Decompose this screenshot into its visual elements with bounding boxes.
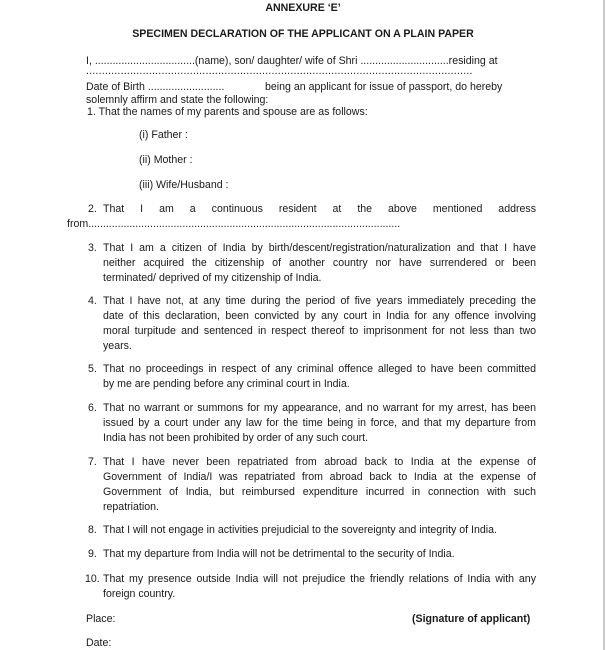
item-4-line: years. [103, 340, 132, 352]
item-6-line: India has not been prohibited by order of any such court. [103, 432, 369, 444]
item-3-line: neither acquired the citizenship of another country nor have surrendered or been [103, 257, 536, 269]
item-4-line: That I have not, at any time during the period of five years immediately preceding the [103, 295, 536, 307]
item-10-line: That my presence outside India will not prejudice the friendly relations of India with any [103, 573, 536, 585]
item-3-number: 3. [88, 242, 97, 254]
spouse-field: (iii) Wife/Husband : [139, 179, 229, 191]
item-4-number: 4. [88, 295, 97, 307]
item-10-number: 10. [85, 573, 100, 585]
mother-field: (ii) Mother : [139, 154, 193, 166]
item-8-line: That I will not engage in activities prejudicial to the sovereignty and integrity of India. [103, 524, 497, 536]
item-6-line: issued by a court under any law for the time being in force, and that my departure from [103, 417, 536, 429]
page-edge-divider [603, 0, 605, 650]
item-6-line: That no warrant or summons for my appearance, and no warrant for my arrest, has been [103, 402, 536, 414]
item-7-line: That I have never been repatriated from abroad back to India at the expense of [103, 456, 536, 468]
intro-date-of-birth: Date of Birth .......................... [86, 81, 225, 93]
item-7-line: Government of India, but reimbursed expenditure incurred in connection with such [103, 486, 536, 498]
item-7-line: Government of India/I was repatriated from abroad back to India at the expense of [103, 471, 536, 483]
item-4-line: date of this declaration, been convicted by any court in India for any offence involving [103, 310, 536, 322]
intro-line-2: ........................................................................................................................... [86, 65, 473, 77]
item-2-number: 2. [88, 203, 97, 215]
item-5-line: That no proceedings in respect of any criminal offence alleged to have been committed [103, 363, 536, 375]
item-9-line: That my departure from India will not be detrimental to the security of India. [103, 548, 455, 560]
item-7-number: 7. [88, 456, 97, 468]
item-10-line: foreign country. [103, 588, 176, 600]
date-label: Date: [86, 637, 112, 649]
item-5-line: by me are pending before any criminal court in India. [103, 378, 350, 390]
annexure-heading: ANNEXURE ‘E’ [265, 2, 341, 14]
place-label: Place: [86, 613, 116, 625]
father-field: (i) Father : [139, 129, 188, 141]
item-1-text: 1. That the names of my parents and spouse are as follows: [87, 106, 368, 118]
intro-line-4: solemnly affirm and state the following: [86, 94, 269, 106]
page-title: SPECIMEN DECLARATION OF THE APPLICANT ON A PLAIN PAPER [132, 28, 474, 40]
signature-label: (Signature of applicant) [412, 613, 531, 625]
item-3-line: terminated/ deprived of my citizenship of India. [103, 272, 322, 284]
intro-line-1: I, ..................................(name), son/ daughter/ wife of Shri ..............................residing at [86, 55, 498, 67]
item-9-number: 9. [88, 548, 97, 560]
item-2-line-1: That I am a continuous resident at the above mentioned address [103, 203, 536, 215]
item-3-line: That I am a citizen of India by birth/descent/registration/naturalization and that I have [103, 242, 536, 254]
item-5-number: 5. [88, 363, 97, 375]
item-6-number: 6. [88, 402, 97, 414]
item-7-line: repatriation. [103, 501, 159, 513]
intro-applicant-statement: being an applicant for issue of passport, do hereby [265, 81, 503, 93]
item-2-line-2: from.......................................................................................................... [67, 218, 401, 230]
item-8-number: 8. [88, 524, 97, 536]
item-4-line: moral turpitude and sentenced in respect thereof to imprisonment for not less than two [103, 325, 536, 337]
